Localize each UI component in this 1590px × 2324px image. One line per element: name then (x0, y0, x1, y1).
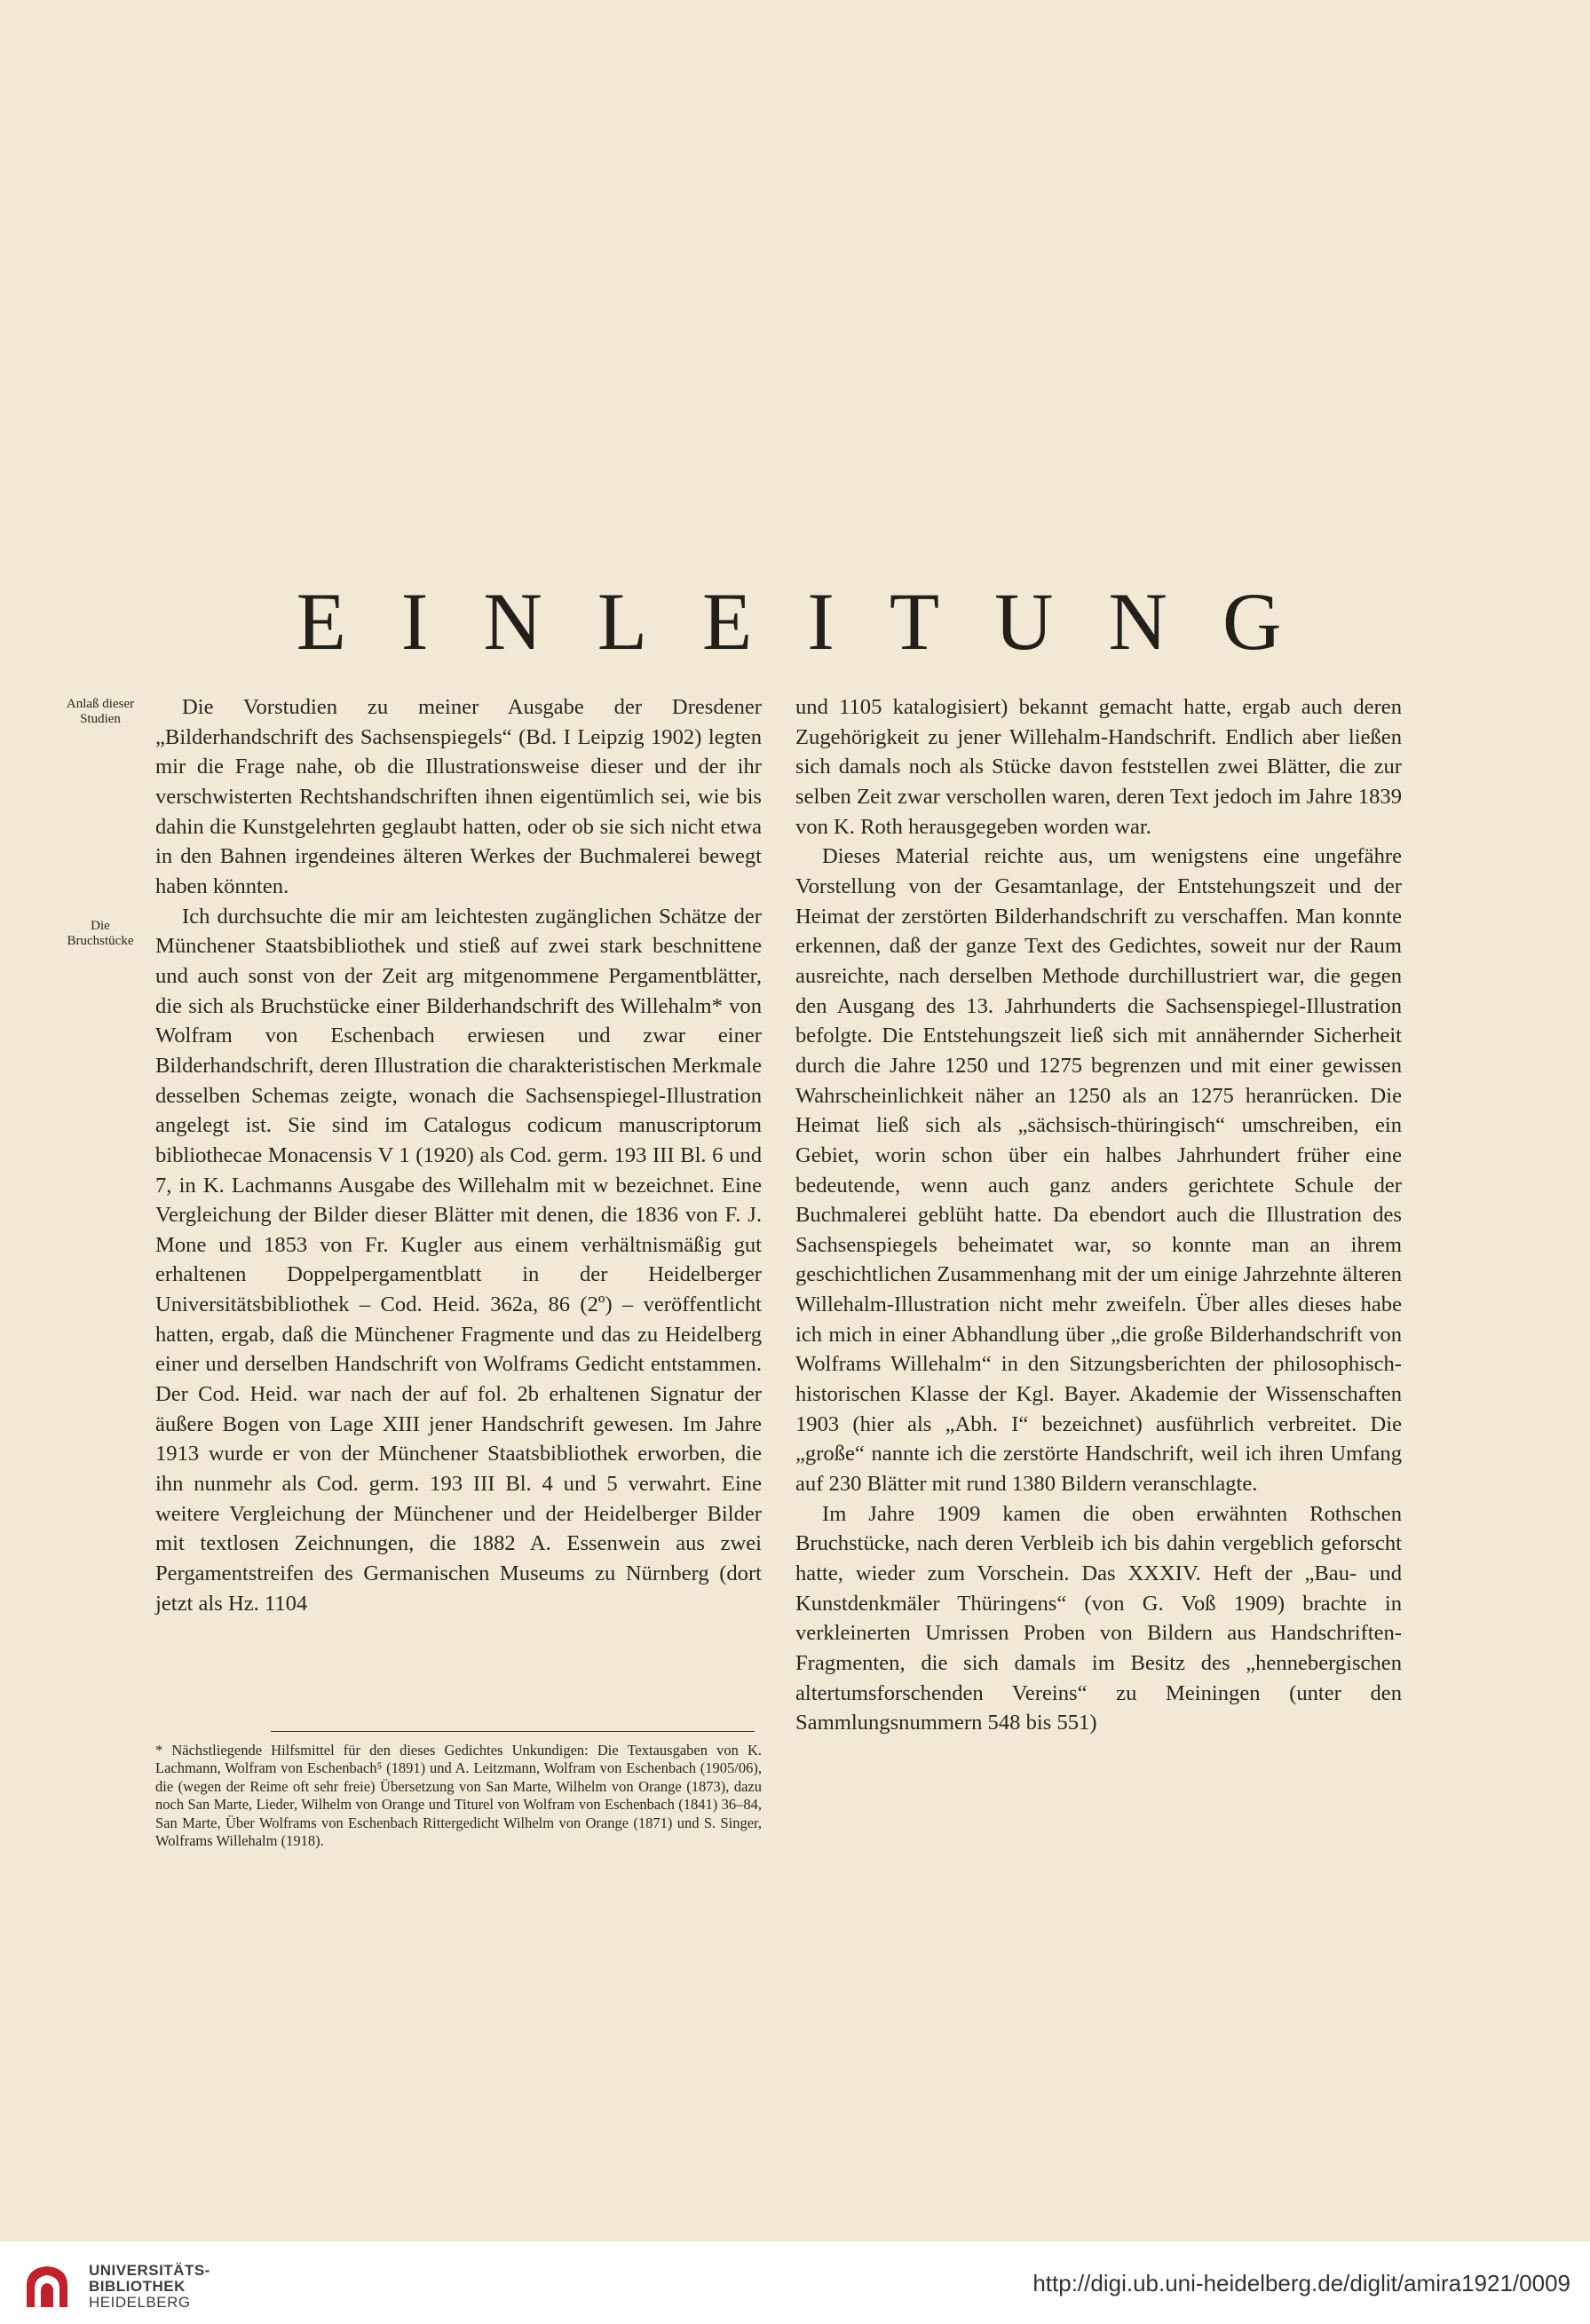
library-name (89, 2263, 210, 2311)
library-name-line: UNIVERSITÄTS- (89, 2262, 210, 2279)
library-name-line: BIBLIOTHEK (89, 2278, 186, 2295)
margin-note-bruchstuecke: Die Bruchstücke (67, 919, 134, 948)
paragraph: Ich durchsuchte die mir am leichtesten zugänglichen Schätze der Münchener Staatsbibliothek und stieß auf zwei stark beschnittene und auch sonst von der Zeit arg mitgenommene Pergamentblätter, die sich als Bruchstücke einer Bilderhandschrift des Willehalm* von Wolfram von Eschenbach erwiesen und zwar einer Bilderhandschrift, deren Illustration die charakteristischen Merkmale desselben Schemas zeigte, wonach die Sachsenspiegel-Illustration angelegt ist. Sie sind im Catalogus codicum manuscriptorum bibliothecae Monacensis V 1 (1920) als Cod. germ. 193 III Bl. 6 und 7, in K. Lachmanns Ausgabe des Willehalm mit w bezeichnet. Eine Vergleichung der Bilder dieser Blätter mit denen, die 1836 von F. J. Mone und 1853 von Fr. Kugler aus einem verhältnismäßig gut erhaltenen Doppelpergamentblatt in der Heidelberger Universitätsbibliothek – Cod. Heid. 362a, 86 (2º) – veröffentlicht hatten, ergab, daß die Münchener Fragmente und das zu Heidelberg einer und derselben Handschrift von Wolframs Gedicht entstammen. Der Cod. Heid. war nach der auf fol. 2b erhaltenen Signatur der äußere Bogen von Lage XIII jener Handschrift gewesen. Im Jahre 1913 wurde er von der Münchener Staatsbibliothek erworben, die ihn nunmehr als Cod. germ. 193 III Bl. 4 und 5 verwahrt. Eine weitere Vergleichung der Münchener und der Heidelberger Bilder mit textlosen Zeichnungen, die 1882 A. Essenwein aus zwei Pergamentstreifen des Germanischen Museums zu Nürnberg (dort jetzt als Hz. 1104 (155, 904, 762, 1616)
right-column (795, 692, 1402, 1738)
library-footer (0, 2241, 1590, 2324)
library-name-line: HEIDELBERG (89, 2294, 191, 2311)
paragraph: Dieses Material reichte aus, um wenigstens eine ungefähre Vorstellung von der Gesamtanlage, der Entstehungszeit und der Heimat der zerstörten Bilderhandschrift zu verschaffen. Man konnte erkennen, daß der ganze Text des Gedichtes, soweit nur der Raum ausreichte, nach derselben Methode durchillustriert war, die gegen den Ausgang des 13. Jahrhunderts die Sachsenspiegel-Illustration befolgte. Die Entstehungszeit ließ sich mit annähernder Sicherheit durch die Jahre 1250 und 1275 begrenzen und mit einer gewissen Wahrscheinlichkeit näher an 1250 als an 1275 heranrücken. Die Heimat ließ sich als „sächsisch-thüringisch“ umschreiben, ein Gebiet, worin schon über ein halbes Jahrhundert früher eine bedeutende, wenn auch ganz anders gerichtete Schule der Buchmalerei geblüht hatte. Da ebendort auch die Illustration des Sachsenspiegels beheimatet war, so konnte man an ihrem geschichtlichen Zusammenhang mit der um einige Jahrzehnte älteren Willehalm-Illustration nicht mehr zweifeln. Über alles dieses habe ich mich in einer Abhandlung über „die große Bilderhandschrift von Wolframs Willehalm“ in den Sitzungsberichten der philosophisch-historischen Klasse der Kgl. Bayer. Akademie der Wissenschaften 1903 (hier als „Abh. I“ bezeichnet) ausführlich verbreitet. Die „große“ nannte ich die zerstörte Handschrift, weil ich ihren Umfang auf 230 Blätter mit rund 1380 Bildern veranschlagte. (795, 844, 1402, 1497)
page-title: EINLEITUNG (296, 575, 1337, 667)
library-logo-icon (20, 2259, 75, 2314)
paragraph: Die Vorstudien zu meiner Ausgabe der Dresdener „Bilderhandschrift des Sachsenspiegels“ (Bd. I Leipzig 1902) legten mir die Frage nahe, ob die Illustrationsweise dieser und der ihr verschwisterten Rechtshandschriften ihnen eigentümlich sei, wie bis dahin die Kunstgelehrten geglaubt hatten, oder ob sie sich nicht etwa in den Bahnen irgendeines älteren Werkes der Buchmalerei bewegt haben könnten. (155, 695, 762, 898)
paragraph: und 1105 katalogisiert) bekannt gemacht hatte, ergab auch deren Zugehörigkeit zu jener Willehalm-Handschrift. Endlich aber ließen sich damals noch als Stücke davon feststellen zwei Blätter, die zur selben Zeit zwar verschollen waren, deren Text jedoch im Jahre 1839 von K. Roth herausgegeben worden war. (795, 695, 1402, 839)
permalink-url[interactable]: http://digi.ub.uni-heidelberg.de/diglit/amira1921/0009 (1032, 2270, 1570, 2296)
left-column (155, 692, 762, 1618)
margin-note-anlass: Anlaß dieser Studien (66, 697, 135, 726)
footnote-divider (271, 1731, 755, 1732)
footnote: * Nächstliegende Hilfsmittel für den dieses Gedichtes Unkundigen: Die Textausgaben von K. Lachmann, Wolfram von Eschenbach⁵ (1891) und A. Leitzmann, Wolfram von Eschenbach (1905/06), die (wegen der Reime oft sehr freie) Übersetzung von San Marte, Wilhelm von Orange (1873), dazu noch San Marte, Lieder, Wilhelm von Orange und Titurel von Wolfram von Eschenbach (1841) 36–84, San Marte, Über Wolframs von Eschenbach Rittergedicht Wilhelm von Orange (1871) und S. Singer, Wolframs Willehalm (1918). (155, 1742, 762, 1850)
paragraph: Im Jahre 1909 kamen die oben erwähnten Rothschen Bruchstücke, nach deren Verbleib ich bis dahin vergeblich geforscht hatte, wieder zum Vorschein. Das XXXIV. Heft der „Bau- und Kunstdenkmäler Thüringens“ (von G. Voß 1909) brachte in verkleinerten Umrissen Proben von Bildern aus Handschriften-Fragmenten, die sich damals im Besitz des „hennebergischen altertumsforschenden Vereins“ zu Meiningen (unter den Sammlungsnummern 548 bis 551) (795, 1501, 1402, 1735)
